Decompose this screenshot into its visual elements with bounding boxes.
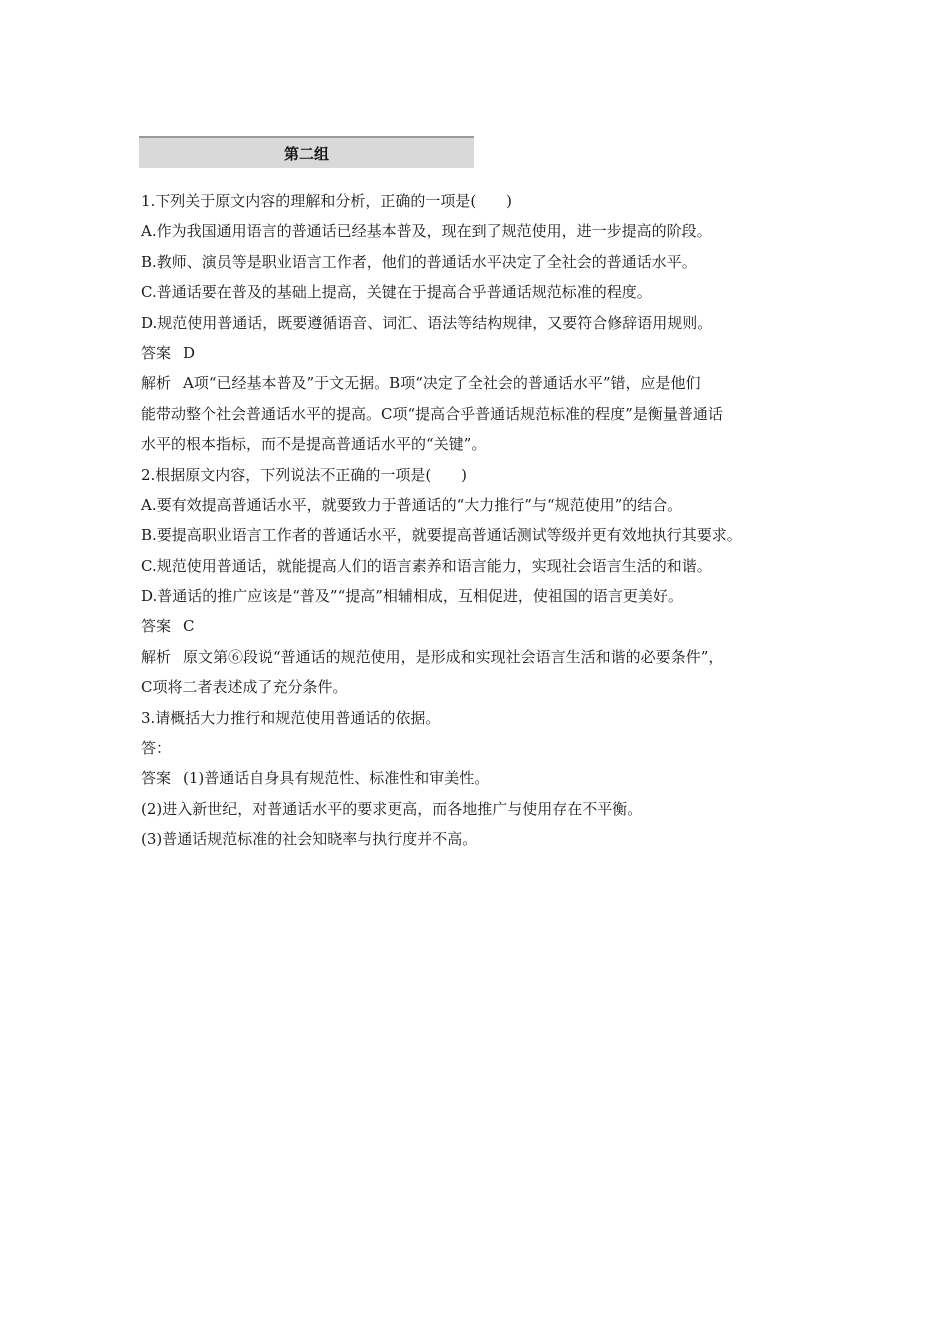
q2-answer xyxy=(141,611,831,641)
q3-answer-line-3: (3)普通话规范标准的社会知晓率与执行度并不高。 xyxy=(141,830,478,849)
q3-answer xyxy=(141,763,831,793)
q2-stem: 2.根据原文内容，下列说法不正确的一项是( ) xyxy=(141,465,468,484)
q2-analysis-label: 解析 xyxy=(141,647,172,666)
q1-option-d: D.规范使用普通话，既要遵循语音、词汇、语法等结构规律，又要符合修辞语用规则。 xyxy=(141,313,713,332)
q1-option-b: B.教师、演员等是职业语言工作者，他们的普通话水平决定了全社会的普通话水平。 xyxy=(141,252,697,271)
q3-answer-line-2: (2)进入新世纪，对普通话水平的要求更高，而各地推广与使用存在不平衡。 xyxy=(141,799,643,818)
q1-analysis xyxy=(141,368,831,398)
q1-answer-label: 答案 xyxy=(141,343,172,362)
q1-analysis-line-2: 能带动整个社会普通话水平的提高。C项“提高合乎普通话规范标准的程度”是衡量普通话 xyxy=(141,404,723,423)
q1-analysis-label: 解析 xyxy=(141,374,172,393)
question-content xyxy=(141,186,831,855)
q2-option-d: D.普通话的推广应该是“普及”“提高”相辅相成，互相促进，使祖国的语言更美好。 xyxy=(141,587,683,606)
q2-option-a: A.要有效提高普通话水平，就要致力于普通话的“大力推行”与“规范使用”的结合。 xyxy=(141,495,683,514)
q3-reply-label: 答： xyxy=(141,739,172,758)
q1-analysis-line-1: A项“已经基本普及”于文无据。B项“决定了全社会的普通话水平”错，应是他们 xyxy=(183,374,701,393)
q3-answer-label: 答案 xyxy=(141,769,172,788)
q2-analysis-line-1: 原文第⑥段说“普通话的规范使用，是形成和实现社会语言生活和谐的必要条件”， xyxy=(183,647,724,666)
q3-answer-line-1: (1)普通话自身具有规范性、标准性和审美性。 xyxy=(183,769,490,788)
q1-analysis-line-3: 水平的根本指标，而不是提高普通话水平的“关键”。 xyxy=(141,435,487,454)
q1-answer-value: D xyxy=(183,343,196,362)
q2-answer-value: C xyxy=(183,617,195,636)
section-title: 第二组 xyxy=(139,136,474,168)
q1-stem: 1.下列关于原文内容的理解和分析，正确的一项是( ) xyxy=(141,192,513,210)
q2-option-b: B.要提高职业语言工作者的普通话水平，就要提高普通话测试等级并更有效地执行其要求。 xyxy=(141,526,742,545)
q1-option-a: A.作为我国通用语言的普通话已经基本普及，现在到了规范使用，进一步提高的阶段。 xyxy=(141,222,712,241)
q2-analysis-line-2: C项将二者表述成了充分条件。 xyxy=(141,678,348,697)
q2-analysis xyxy=(141,642,831,672)
q1-answer xyxy=(141,338,831,368)
q3-stem: 3.请概括大力推行和规范使用普通话的依据。 xyxy=(141,708,441,727)
q2-option-c: C.规范使用普通话，就能提高人们的语言素养和语言能力，实现社会语言生活的和谐。 xyxy=(141,556,712,575)
q1-option-c: C.普通话要在普及的基础上提高，关键在于提高合乎普通话规范标准的程度。 xyxy=(141,283,652,302)
q2-answer-label: 答案 xyxy=(141,617,172,636)
